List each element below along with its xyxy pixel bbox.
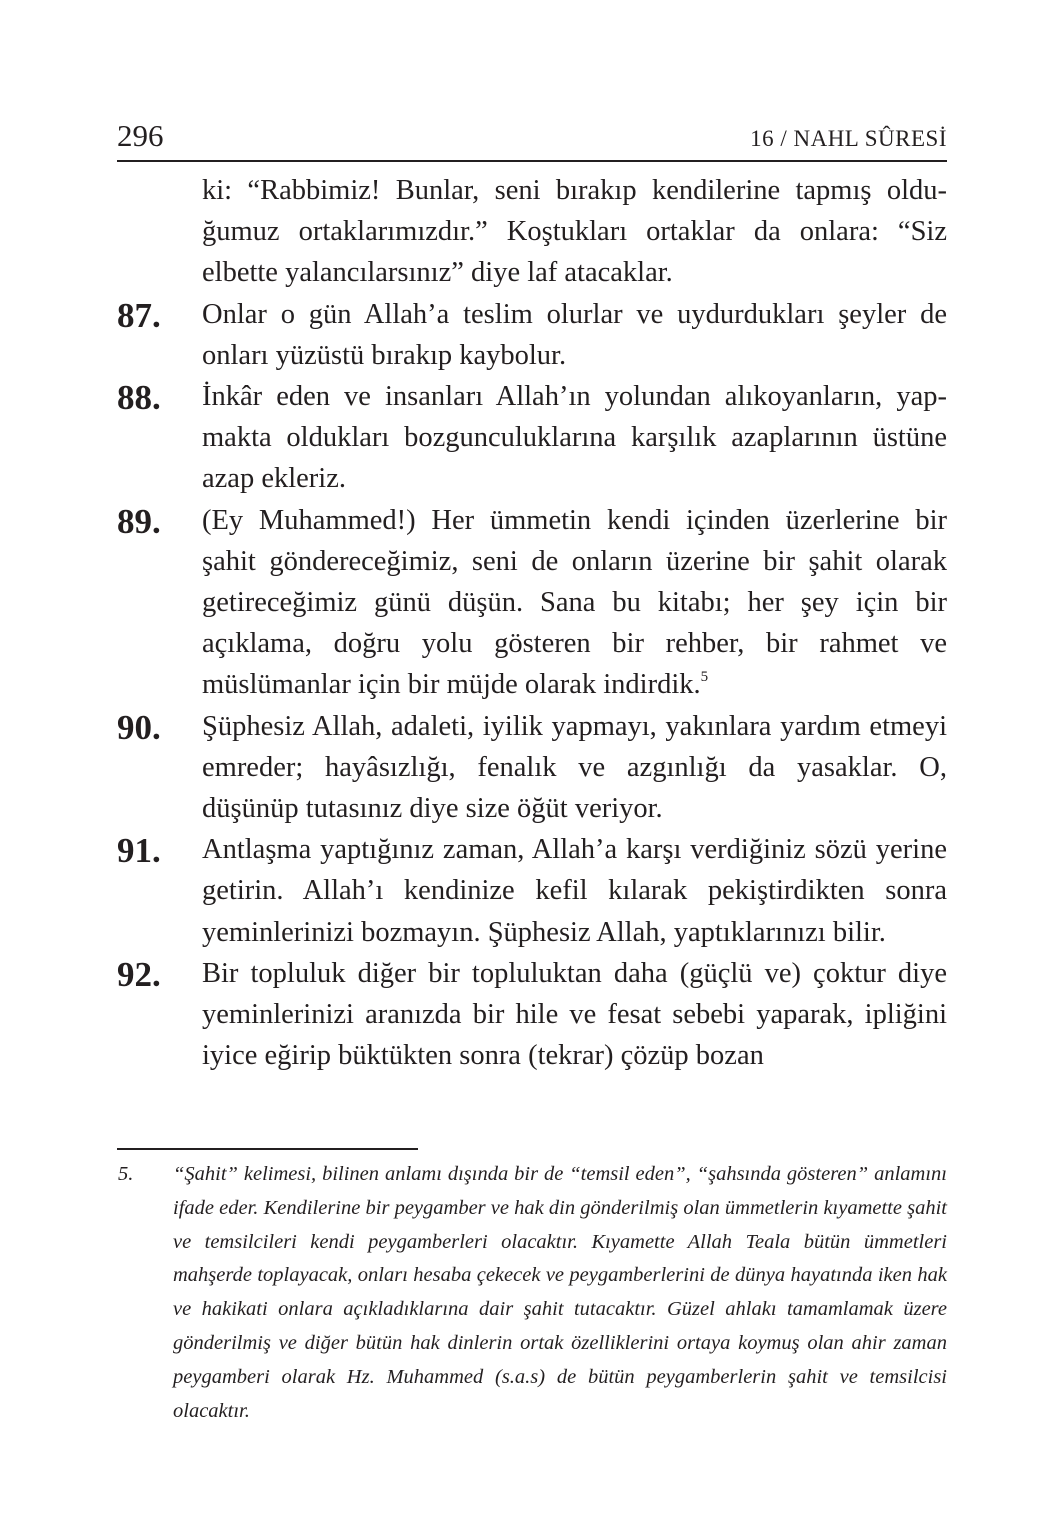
footnote-reference: 5 xyxy=(700,669,709,686)
verse-number: 87. xyxy=(117,295,161,335)
verse-continuation xyxy=(117,170,947,294)
verse-number: 92. xyxy=(117,954,161,994)
page-header xyxy=(117,118,947,162)
verse-89 xyxy=(117,500,947,706)
verse-text-with-footnote xyxy=(202,500,947,706)
verse-87 xyxy=(117,294,947,376)
verse-91 xyxy=(117,829,947,953)
footnote-list xyxy=(117,1158,947,1428)
footnote-mark: 5. xyxy=(118,1163,134,1185)
running-title: 16 / NAHL SÛRESİ xyxy=(750,126,947,151)
verse-number: 88. xyxy=(117,378,161,418)
verse-90 xyxy=(117,706,947,830)
verse-92 xyxy=(117,953,947,1077)
verse-list xyxy=(117,170,947,1076)
verse-text: Onlar o gün Allah’a teslim olurlar ve uydurdukları şeyler de onları yüzüstü bırakıp kaybolur. xyxy=(202,298,947,371)
verse-text: Bir topluluk diğer bir topluluktan daha (güçlü ve) çoktur diye yeminlerinizi aranızda bir hile ve fesat sebebi yaparak, ipliğini iyice eğirip büktükten sonra (tekrar) çözüp bozan xyxy=(202,957,947,1072)
verse-text: (Ey Muhammed!) Her ümmetin kendi içinden üzerlerine bir şahit göndereceğimiz, seni de onların üzerine bir şahit olarak getireceğimiz günü düşün. Sana bu kitabı; her şey için bir açıklama, doğru yolu gösteren bir rehber, bir rahmet ve müslümanlar için bir müjde olarak indirdik. xyxy=(202,504,947,701)
verse-text: Şüphesiz Allah, adaleti, iyilik yapmayı, yakınlara yardım etmeyi emreder; hayâsızlığı, fenalık ve azgınlığı da yasaklar. O, düşünüp tutasınız diye size öğüt veriyor. xyxy=(202,710,947,825)
verse-88 xyxy=(117,376,947,500)
verse-number: 91. xyxy=(117,831,161,871)
footnote-5 xyxy=(117,1158,947,1428)
footnote-divider xyxy=(117,1148,418,1150)
verse-text: İnkâr eden ve insanları Allah’ın yolundan alıkoyanların, yapmakta oldukları bozgunculuklarına karşılık azaplarının üstüne azap ekleriz. xyxy=(202,381,947,495)
verse-text: ki: “Rabbimiz! Bunlar, seni bırakıp kendilerine tapmış olduğumuz ortaklarımızdır.” Koştukları ortaklar da onlara: “Siz elbette yalancılarsınız” diye laf atacaklar. xyxy=(202,175,947,289)
verse-number: 89. xyxy=(117,501,161,541)
verse-text: Antlaşma yaptığınız zaman, Allah’a karşı verdiğiniz sözü yerine getirin. Allah’ı kendinize kefil kılarak pekiştirdikten sonra yeminlerinizi bozmayın. Şüphesiz Allah, yaptıklarınızı bilir. xyxy=(202,834,947,948)
verse-number: 90. xyxy=(117,707,161,747)
footnote-text: “Şahit” kelimesi, bilinen anlamı dışında bir de “temsil eden”, “şahsında gösteren” anlamını ifade eder. Kendilerine bir peygamber ve hak din gönderilmiş olan ümmetlerin kıyamette şahit ve temsilcileri kendi peygamberleri olacaktır. Kıyamette Allah Teala bütün ümmetleri mahşerde toplayacak, onları hesaba çekecek ve peygamberlerini de dünya hayatında iken hak ve hakikati onlara açıkladıklarına dair şahit tutacaktır. Güzel ahlakı tamamlamak üzere gönderilmiş ve diğer bütün hak dinlerin ortak özelliklerini ortaya koymuş olan ahir zaman peygamberi olarak Hz. Muhammed (s.a.s) de bütün peygamberlerin şahit ve temsilcisi olacaktır. xyxy=(173,1163,947,1422)
page-number: 296 xyxy=(117,118,164,153)
